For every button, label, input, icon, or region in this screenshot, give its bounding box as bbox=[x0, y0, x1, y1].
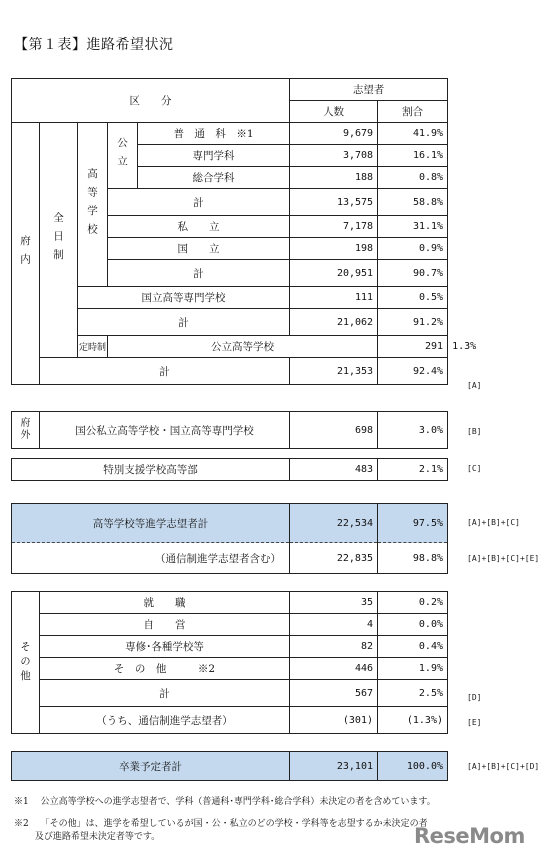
table-row bbox=[12, 412, 448, 449]
shushoku-label: 就 職 bbox=[40, 592, 290, 614]
sonota-kei-ratio: 2.5% bbox=[378, 680, 448, 707]
uchi-ratio: (1.3%) bbox=[378, 707, 448, 734]
kubun-header: 区 分 bbox=[12, 79, 290, 123]
kouritsu-kei-label: 計 bbox=[108, 189, 290, 216]
sonota-item-count: 446 bbox=[290, 658, 378, 680]
kouritsu-kei-count: 13,575 bbox=[290, 189, 378, 216]
ninzu-header: 人数 bbox=[290, 101, 378, 123]
funai-kei-label: 計 bbox=[40, 358, 290, 385]
tag-c: [C] bbox=[467, 464, 482, 473]
shingaku-count: 22,534 bbox=[290, 504, 378, 543]
sotsugyou-count: 23,101 bbox=[290, 752, 378, 781]
tag-d: [D] bbox=[467, 693, 482, 702]
sougou-ratio: 0.8% bbox=[378, 167, 448, 189]
kokuritsu-ratio: 0.9% bbox=[378, 238, 448, 260]
koutou-kei-label: 計 bbox=[108, 260, 290, 287]
tokubetsu-ratio: 2.1% bbox=[378, 459, 448, 481]
note-2a: ※2 「その他」は、進学を希望しているが国・公・私立のどの学校・学科等を志望するか未決定の者 bbox=[14, 819, 428, 829]
senmon-ratio: 16.1% bbox=[378, 145, 448, 167]
shingaku-table bbox=[11, 503, 448, 574]
shingaku-label: 高等学校等進学志望者計 bbox=[12, 504, 290, 543]
zennichi-kei-label: 計 bbox=[78, 309, 290, 336]
note-2b: 及び進路希望未決定者等です。 bbox=[14, 832, 161, 842]
teijisei-label: 定時制 bbox=[78, 336, 108, 358]
tag-abcd: [A]+[B]+[C]+[D] bbox=[467, 762, 540, 771]
koutou-kei-ratio: 90.7% bbox=[378, 260, 448, 287]
table-row bbox=[12, 504, 448, 543]
kokuritsu-label: 国 立 bbox=[108, 238, 290, 260]
funai-kei-ratio: 92.4% bbox=[378, 358, 448, 385]
kouritsu-label: 公立 bbox=[108, 123, 138, 189]
fugai-table bbox=[11, 411, 448, 449]
shiritsu-ratio: 31.1% bbox=[378, 216, 448, 238]
funai-label: 府内 bbox=[12, 123, 40, 385]
table-row bbox=[12, 123, 448, 145]
senshu-ratio: 0.4% bbox=[378, 636, 448, 658]
shibou-header: 志望者 bbox=[290, 79, 448, 101]
fugai-ratio: 3.0% bbox=[378, 412, 448, 449]
koutou-label: 高等学校 bbox=[78, 123, 108, 287]
tokubetsu-count: 483 bbox=[290, 459, 378, 481]
shushoku-count: 35 bbox=[290, 592, 378, 614]
futsuu-count: 9,679 bbox=[290, 123, 378, 145]
table-row bbox=[12, 592, 448, 614]
uchi-count: (301) bbox=[290, 707, 378, 734]
sonota-table bbox=[11, 591, 448, 734]
futsuu-label: 普 通 科 ※1 bbox=[138, 123, 290, 145]
shiritsu-count: 7,178 bbox=[290, 216, 378, 238]
jiei-label: 自 営 bbox=[40, 614, 290, 636]
uchi-label: （うち、通信制進学志望者） bbox=[40, 707, 290, 734]
jiei-ratio: 0.0% bbox=[378, 614, 448, 636]
table-row bbox=[12, 287, 448, 309]
futsuu-ratio: 41.9% bbox=[378, 123, 448, 145]
shushoku-ratio: 0.2% bbox=[378, 592, 448, 614]
zennichi-kei-count: 21,062 bbox=[290, 309, 378, 336]
shingaku-ratio: 97.5% bbox=[378, 504, 448, 543]
table-row bbox=[12, 459, 448, 481]
senshu-count: 82 bbox=[290, 636, 378, 658]
table-row bbox=[12, 309, 448, 336]
table-row bbox=[12, 680, 448, 707]
sonota-item-label: そ の 他 ※2 bbox=[40, 658, 290, 680]
sonota-kei-count: 567 bbox=[290, 680, 378, 707]
fugai-label: 府外 bbox=[12, 412, 40, 449]
table-row bbox=[12, 658, 448, 680]
tag-b: [B] bbox=[467, 427, 482, 436]
jiei-count: 4 bbox=[290, 614, 378, 636]
kokuritsu-count: 198 bbox=[290, 238, 378, 260]
sotsugyou-table bbox=[11, 751, 448, 781]
zennichi-label: 全日制 bbox=[40, 123, 78, 358]
tsushin-label: （通信制進学志望者含む） bbox=[12, 543, 290, 574]
kosen-ratio: 0.5% bbox=[378, 287, 448, 309]
teiji-count: 291 bbox=[378, 336, 448, 358]
sotsugyou-label: 卒業予定者計 bbox=[12, 752, 290, 781]
kosen-label: 国立高等専門学校 bbox=[78, 287, 290, 309]
zennichi-kei-ratio: 91.2% bbox=[378, 309, 448, 336]
funai-kei-count: 21,353 bbox=[290, 358, 378, 385]
tag-abc: [A]+[B]+[C] bbox=[467, 518, 520, 527]
table-row bbox=[12, 543, 448, 574]
koutou-kei-count: 20,951 bbox=[290, 260, 378, 287]
sougou-label: 総合学科 bbox=[138, 167, 290, 189]
tsushin-ratio: 98.8% bbox=[378, 543, 448, 574]
page-title: 【第１表】進路希望状況 bbox=[14, 37, 174, 53]
sougou-count: 188 bbox=[290, 167, 378, 189]
tokubetsu-label: 特別支援学校高等部 bbox=[12, 459, 290, 481]
table-row: 定時制 公立高等学校 291 1.3% bbox=[12, 336, 448, 358]
table-row bbox=[12, 358, 448, 385]
main-table bbox=[11, 78, 477, 385]
tsushin-count: 22,835 bbox=[290, 543, 378, 574]
fugai-desc: 国公私立高等学校・国立高等専門学校 bbox=[40, 412, 290, 449]
senmon-count: 3,708 bbox=[290, 145, 378, 167]
sonota-kei-label: 計 bbox=[40, 680, 290, 707]
table-row bbox=[12, 636, 448, 658]
senmon-label: 専門学科 bbox=[138, 145, 290, 167]
note-1: ※1 公立高等学校への進学志望者で、学科（普通科･専門学科･総合学科）未決定の者を含めています。 bbox=[14, 797, 436, 807]
senshu-label: 専修･各種学校等 bbox=[40, 636, 290, 658]
tokubetsu-table bbox=[11, 458, 448, 481]
kouritsu-kei-ratio: 58.8% bbox=[378, 189, 448, 216]
tag-a: [A] bbox=[467, 381, 482, 390]
sonota-label: その他 bbox=[12, 592, 40, 734]
tag-e: [E] bbox=[467, 718, 482, 727]
wariai-header: 割合 bbox=[378, 101, 448, 123]
tag-abce: [A]+[B]+[C]+[E] bbox=[467, 554, 540, 563]
kosen-count: 111 bbox=[290, 287, 378, 309]
shiritsu-label: 私 立 bbox=[108, 216, 290, 238]
sotsugyou-ratio: 100.0% bbox=[378, 752, 448, 781]
table-row bbox=[12, 614, 448, 636]
teiji-label: 公立高等学校 bbox=[108, 336, 378, 358]
sonota-item-ratio: 1.9% bbox=[378, 658, 448, 680]
watermark-logo: ReseMom bbox=[414, 824, 525, 848]
fugai-count: 698 bbox=[290, 412, 378, 449]
table-row bbox=[12, 752, 448, 781]
table-row bbox=[12, 707, 448, 734]
header-row bbox=[12, 79, 448, 101]
